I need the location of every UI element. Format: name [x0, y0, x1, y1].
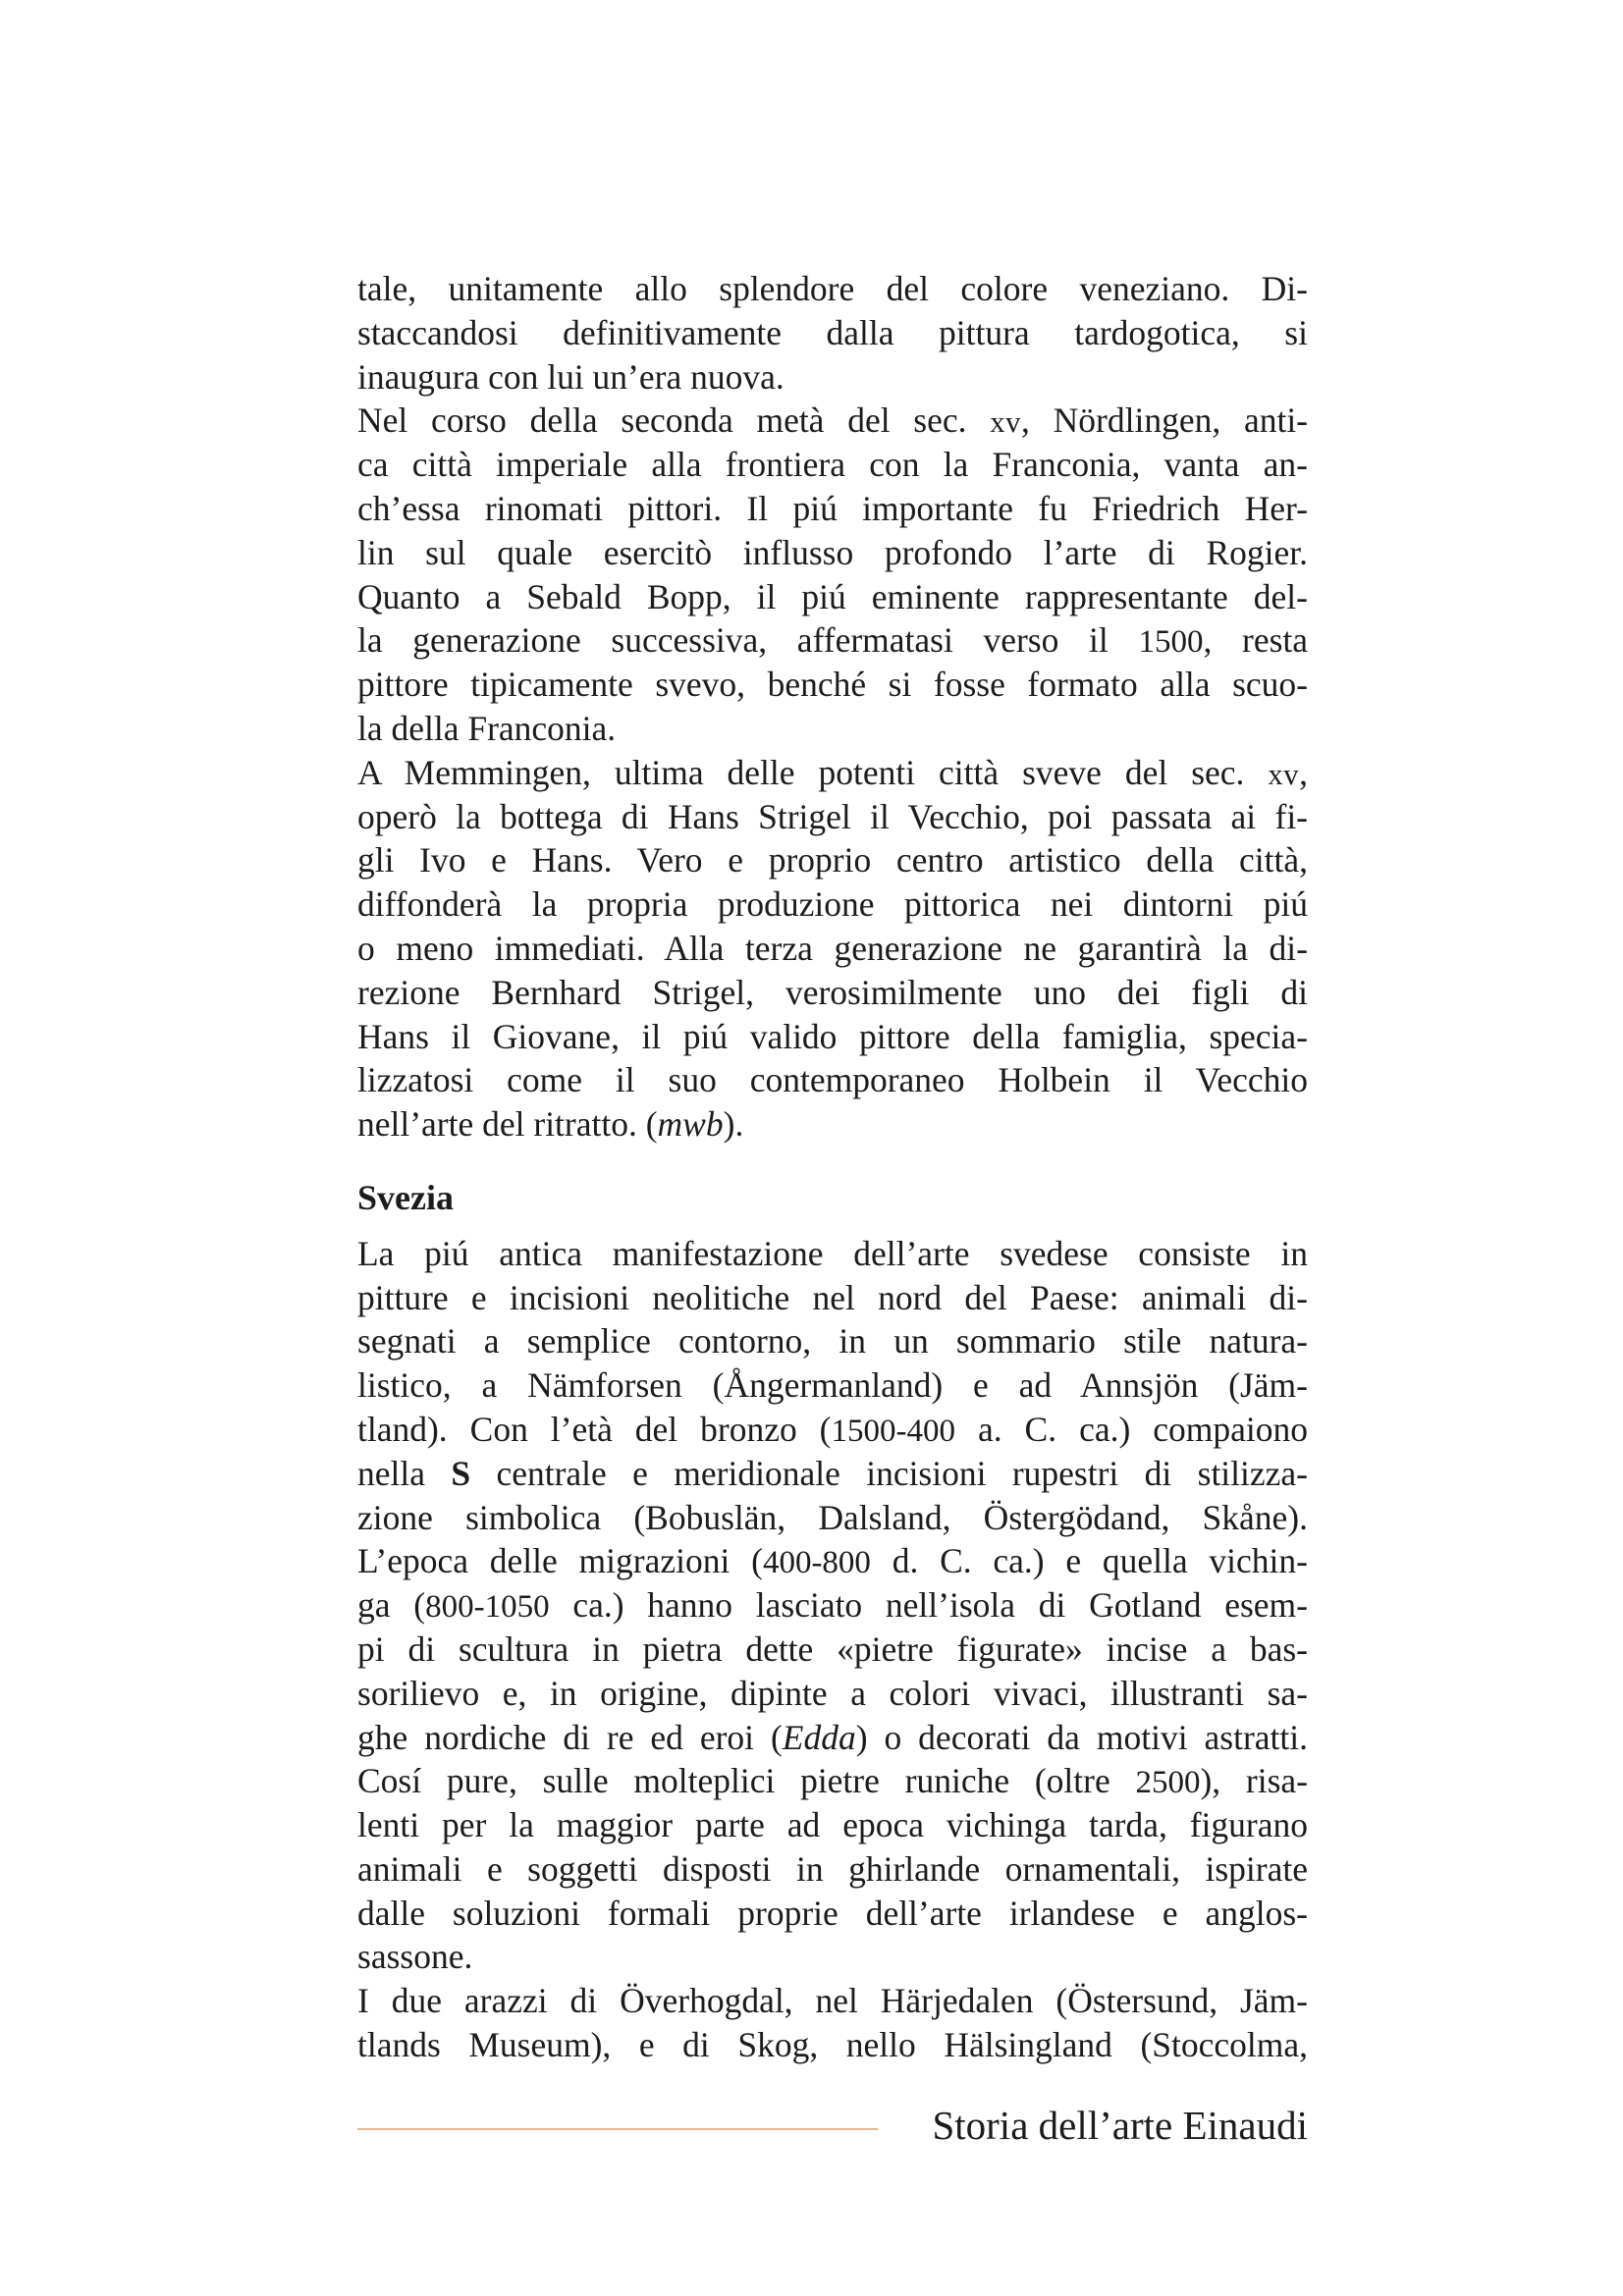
- text-line: [357, 1583, 1308, 1628]
- text-line: sorilievo e, in origine, dipinte a colori vivaci, illustranti sa-: [357, 1673, 1308, 1713]
- text-line: ca città imperiale alla frontiera con la Franconia, vanta an-: [357, 445, 1308, 485]
- text-line: dalle soluzioni formali proprie dell’arte irlandese e anglos-: [357, 1893, 1308, 1933]
- text-line: [357, 1539, 1308, 1583]
- text-line: La piú antica manifestazione dell’arte svedese consiste in: [357, 1233, 1308, 1273]
- text-line: [357, 1408, 1308, 1452]
- text-segment: nella: [357, 1453, 452, 1493]
- text-line: I due arazzi di Överhogdal, nel Härjedalen (Östersund, Jäm-: [357, 1981, 1308, 2021]
- century-numeral: xv: [1268, 757, 1300, 791]
- section-heading: Svezia: [357, 1177, 454, 1217]
- text-line: [357, 751, 1308, 795]
- text-segment: ghe nordiche di re ed eroi (: [357, 1717, 783, 1757]
- text-line: operò la bottega di Hans Strigel il Vecchio, poi passata ai fi-: [357, 796, 1308, 836]
- text-segment: A Memmingen, ultima delle potenti città sveve del sec.: [357, 752, 1269, 792]
- text-line: pittore tipicamente svevo, benché si fosse formato alla scuo-: [357, 665, 1308, 705]
- text-line: rezione Bernhard Strigel, verosimilmente uno dei figli di: [357, 972, 1308, 1012]
- text-line: segnati a semplice contorno, in un sommario stile natura-: [357, 1321, 1308, 1362]
- text-line: pi di scultura in pietra dette «pietre figurate» incise a bas-: [357, 1629, 1308, 1669]
- text-segment: ga (: [357, 1585, 426, 1626]
- text-line: lenti per la maggior parte ad epoca vichinga tarda, figurano: [357, 1805, 1308, 1845]
- text-line: [357, 1716, 1308, 1760]
- year-numeral: 2500: [1135, 1765, 1201, 1801]
- text-segment: centrale e meridionale incisioni rupestri di stilizza-: [470, 1453, 1308, 1493]
- text-segment: nell’arte del ritratto. (: [357, 1104, 658, 1145]
- text-segment: la generazione successiva, affermatasi verso il: [357, 620, 1139, 661]
- text-segment: Cosí pure, sulle molteplici pietre runiche (oltre: [357, 1761, 1136, 1801]
- text-segment: d. C. ca.) e quella vichin-: [870, 1541, 1308, 1581]
- paragraph-memmingen: [357, 751, 1308, 1147]
- text-column: [357, 267, 1308, 2067]
- text-line: ch’essa rinomati pittori. Il piú importante fu Friedrich Her-: [357, 488, 1308, 528]
- text-line: o meno immediati. Alla terza generazione ne garantirà la di-: [357, 928, 1308, 968]
- footer-rule: [357, 2128, 878, 2130]
- text-line: gli Ivo e Hans. Vero e proprio centro artistico della città,: [357, 840, 1308, 881]
- text-line: lin sul quale esercitò influsso profondo l’arte di Rogier.: [357, 532, 1308, 572]
- author-initials: mwb: [657, 1104, 724, 1145]
- text-line: diffonderà la propria produzione pittorica nei dintorni piú: [357, 884, 1308, 925]
- text-segment: ca.) hanno lasciato nell’isola di Gotland esem-: [549, 1585, 1308, 1626]
- year-numeral: 800-1050: [425, 1589, 550, 1626]
- text-segment: ) o decorati da motivi astratti.: [855, 1717, 1308, 1757]
- text-line: listico, a Nämforsen (Ångermanland) e ad Annsjön (Jäm-: [357, 1365, 1308, 1406]
- text-line: lizzatosi come il suo contemporaneo Holbein il Vecchio: [357, 1060, 1308, 1100]
- text-line: Quanto a Sebald Bopp, il piú eminente rappresentante del-: [357, 576, 1308, 616]
- century-numeral: xv: [990, 405, 1022, 440]
- text-line: Hans il Giovane, il piú valido pittore della famiglia, specia-: [357, 1016, 1308, 1056]
- text-segment: tland). Con l’età del bronzo (: [357, 1409, 832, 1449]
- text-segment: , resta: [1203, 620, 1309, 661]
- text-line: [357, 399, 1308, 443]
- year-numeral: 1500-400: [831, 1413, 955, 1449]
- text-line: la della Franconia.: [357, 708, 617, 748]
- text-segment: a. C. ca.) compaiono: [955, 1409, 1308, 1449]
- text-line: animali e soggetti disposti in ghirlande ornamentali, ispirate: [357, 1848, 1308, 1889]
- text-line: inaugura con lui un’era nuova.: [357, 356, 784, 397]
- text-line: [357, 1102, 1308, 1147]
- text-line: pitture e incisioni neolitiche nel nord del Paese: animali di-: [357, 1277, 1308, 1317]
- text-segment: Nel corso della seconda metà del sec.: [357, 400, 991, 441]
- paragraph-nordlingen: [357, 399, 1308, 750]
- text-line: [357, 1759, 1308, 1803]
- abbreviation-bold: S: [451, 1453, 471, 1493]
- text-line: tlands Museum), e di Skog, nello Hälsingland (Stoccolma,: [357, 2025, 1308, 2065]
- text-line: zione simbolica (Bobuslän, Dalsland, Östergödand, Skåne).: [357, 1497, 1308, 1537]
- year-numeral: 1500: [1138, 624, 1204, 661]
- paragraph-arazzi: [357, 1979, 1308, 2067]
- text-line: tale, unitamente allo splendore del colore veneziano. Di-: [357, 269, 1308, 308]
- text-segment: , Nördlingen, anti-: [1021, 400, 1309, 441]
- text-segment: ), risa-: [1200, 1761, 1308, 1801]
- year-numeral: 400-800: [762, 1545, 871, 1581]
- text-line: sassone.: [357, 1937, 473, 1977]
- text-segment: ,: [1299, 752, 1308, 792]
- text-segment: L’epoca delle migrazioni (: [357, 1541, 763, 1581]
- text-line: [357, 618, 1308, 663]
- text-line: staccandosi definitivamente dalla pittura tardogotica, si: [357, 312, 1308, 352]
- italic-title: Edda: [782, 1717, 856, 1757]
- paragraph-svezia: [357, 1232, 1308, 1980]
- text-segment: ).: [723, 1104, 744, 1145]
- text-line: [357, 1452, 1308, 1496]
- footer-title: Storia dell’arte Einaudi: [932, 2103, 1308, 2148]
- paragraph-continuation: [357, 267, 1308, 399]
